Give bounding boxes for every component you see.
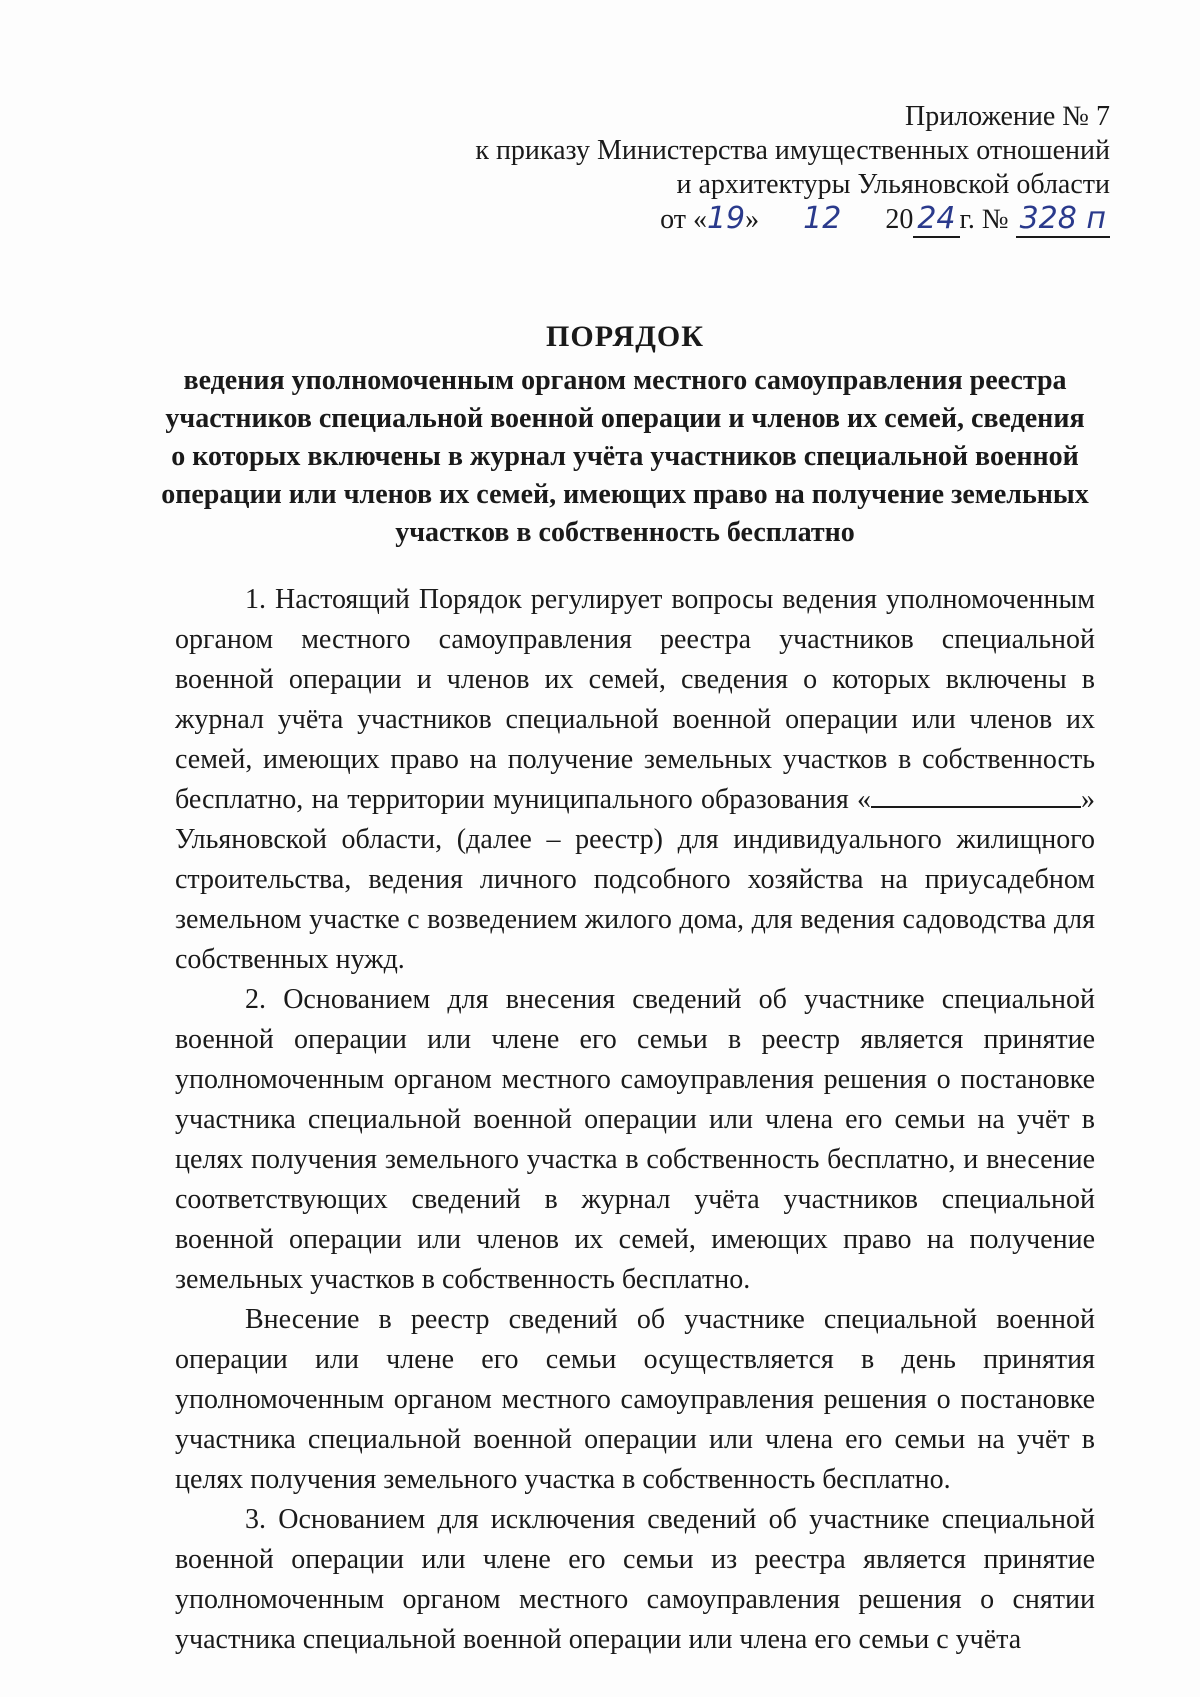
date-quote-close: » [745, 204, 760, 235]
paragraph-4: 3. Основанием для исключения сведений об участнике специальной военной операции или члене его семьи из реестра является принятие уполномоченным органом местного самоуправления решения о снятии участника специальной военной операции или члена его семьи с учёта [175, 1504, 1095, 1655]
title-block [150, 320, 1100, 552]
paragraph-3: Внесение в реестр сведений об участнике специальной военной операции или члене его семьи осуществляется в день принятия уполномоченным органом местного самоуправления решения о постановке участника специальной военной операции или члена его семьи на учёт в целях получения земельного участка в собственность бесплатно. [175, 1304, 1095, 1495]
municipality-blank-field [871, 780, 1081, 808]
appendix-number: Приложение № 7 [905, 101, 1110, 132]
order-reference: к приказу Министерства имущественных отношений [475, 135, 1110, 166]
document-title: ПОРЯДОК [546, 320, 704, 353]
paragraph-1 [175, 580, 1095, 980]
document-body [175, 580, 1095, 1660]
handwritten-order-number: 328 п [1016, 202, 1110, 238]
handwritten-month: 12 [803, 201, 842, 236]
paragraph-2: 2. Основанием для внесения сведений об участнике специальной военной операции или члене его семьи в реестр является принятие уполномоченным органом местного самоуправления решения о постановке участника специальной военной операции или члена его семьи на учёт в целях получения земельного участка в собственность бесплатно, и внесение соответствующих сведений в журнал учёта участников специальной военной операции или членов их семей, имеющих право на получение земельных участков в собственность бесплатно. [175, 984, 1095, 1295]
date-prefix: от « [660, 204, 707, 235]
handwritten-day: 19 [706, 201, 746, 236]
paragraph-1-end: » Ульяновской области, (далее – реестр) для индивидуального жилищного строительства, ведения личного подсобного хозяйства на приусадебном земельном участке с возведением жилого дома, для ведения садоводства для собственных нужд. [175, 784, 1095, 975]
order-date-line [475, 202, 1110, 238]
ministry-region: и архитектуры Ульяновской области [676, 169, 1110, 200]
appendix-header [475, 100, 1110, 238]
handwritten-year: 24 [913, 202, 959, 238]
paragraph-1-start: 1. Настоящий Порядок регулирует вопросы ведения уполномоченным органом местного самоуправления реестра участников специальной военной операции и членов их семей, сведения о которых включены в журнал учёта участников специальной военной операции или членов их семей, имеющих право на получение земельных участков в собственность бесплатно, на территории муниципального образования « [175, 584, 1095, 815]
year-prefix: 20 [885, 204, 914, 235]
year-suffix: г. № [959, 204, 1009, 235]
document-subtitle: ведения уполномоченным органом местного самоуправления реестра участников специальной военной операции и членов их семей, сведения о которых включены в журнал учёта участников специальной военной операции или членов их семей, имеющих право на получение земельных участков в собственность бесплатно [161, 365, 1089, 548]
